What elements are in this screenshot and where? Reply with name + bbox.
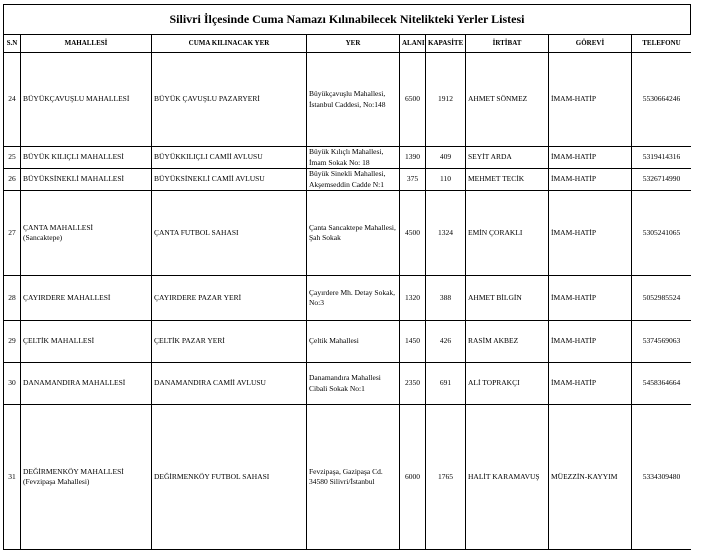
cell-sn: 24 [4, 53, 21, 147]
cell-alan: 1450 [400, 321, 426, 363]
cell-mahalle [21, 405, 152, 550]
cell-sn: 31 [4, 405, 21, 550]
cell-kapasite: 1765 [426, 405, 466, 550]
cell-sn: 28 [4, 276, 21, 321]
mahalle-name: DEĞİRMENKÖY MAHALLESİ [23, 466, 124, 476]
cell-yer: Büyük Kılıçlı Mahallesi, İmam Sokak No: 18 [307, 147, 400, 169]
table-row [4, 53, 692, 147]
cell-irtibat: SEYİT ARDA [466, 147, 549, 169]
table-row [4, 191, 692, 276]
cell-sn: 30 [4, 363, 21, 405]
table-row [4, 147, 692, 169]
cell-alan: 6000 [400, 405, 426, 550]
cell-cuma-yer: ÇELTİK PAZAR YERİ [152, 321, 307, 363]
mahalle-name: BÜYÜK KILIÇLI MAHALLESİ [23, 152, 124, 162]
cell-alan: 1390 [400, 147, 426, 169]
table-row [4, 405, 692, 550]
table-row [4, 363, 692, 405]
cell-mahalle [21, 191, 152, 276]
cell-mahalle [21, 321, 152, 363]
cell-irtibat: HALİT KARAMAVUŞ [466, 405, 549, 550]
mahalle-name: ÇAYIRDERE MAHALLESİ [23, 292, 111, 302]
cell-cuma-yer: ÇANTA FUTBOL SAHASI [152, 191, 307, 276]
cell-kapasite: 388 [426, 276, 466, 321]
cell-cuma-yer: BÜYÜKSİNEKLİ CAMİİ AVLUSU [152, 169, 307, 191]
cell-cuma-yer: BÜYÜK ÇAVUŞLU PAZARYERİ [152, 53, 307, 147]
cell-cuma-yer: DEĞİRMENKÖY FUTBOL SAHASI [152, 405, 307, 550]
cell-cuma-yer: DANAMANDIRA CAMİİ AVLUSU [152, 363, 307, 405]
cell-irtibat: RASİM AKBEZ [466, 321, 549, 363]
cell-kapasite: 1912 [426, 53, 466, 147]
header-yer: YER [307, 35, 400, 53]
cell-telefon: 5319414316 [632, 147, 692, 169]
header-mahalle: MAHALLESİ [21, 35, 152, 53]
cell-gorev: MÜEZZİN-KAYYIM [549, 405, 632, 550]
cell-irtibat: MEHMET TECİK [466, 169, 549, 191]
table-row [4, 321, 692, 363]
cell-irtibat: ALİ TOPRAKÇI [466, 363, 549, 405]
cell-kapasite: 426 [426, 321, 466, 363]
cell-alan: 2350 [400, 363, 426, 405]
mahalle-name: DANAMANDIRA MAHALLESİ [23, 378, 126, 388]
cell-yer: Büyük Sinekli Mahallesi, Akşemseddin Cadde N:1 [307, 169, 400, 191]
cell-yer: Çanta Sancaktepe Mahallesi, Şah Sokak [307, 191, 400, 276]
cell-yer: Danamandıra Mahallesi Cibali Sokak No:1 [307, 363, 400, 405]
cell-yer: Fevzipaşa, Gazipaşa Cd. 34580 Silivri/İstanbul [307, 405, 400, 550]
cell-telefon: 5374569063 [632, 321, 692, 363]
cell-yer: Çeltik Mahallesi [307, 321, 400, 363]
cell-gorev: İMAM-HATİP [549, 53, 632, 147]
mahalle-note: (Sancaktepe) [23, 233, 63, 242]
places-table [3, 34, 691, 550]
cell-kapasite: 1324 [426, 191, 466, 276]
cell-alan: 375 [400, 169, 426, 191]
cell-telefon: 5326714990 [632, 169, 692, 191]
header-gorev: GÖREVİ [549, 35, 632, 53]
cell-yer: Çayırdere Mh. Detay Sokak, No:3 [307, 276, 400, 321]
cell-gorev: İMAM-HATİP [549, 147, 632, 169]
cell-irtibat: AHMET BİLGİN [466, 276, 549, 321]
cell-gorev: İMAM-HATİP [549, 191, 632, 276]
cell-sn: 25 [4, 147, 21, 169]
mahalle-name: BÜYÜKSİNEKLİ MAHALLESİ [23, 174, 125, 184]
cell-alan: 4500 [400, 191, 426, 276]
cell-sn: 26 [4, 169, 21, 191]
mahalle-name: ÇANTA MAHALLESİ [23, 222, 94, 232]
cell-cuma-yer: ÇAYIRDERE PAZAR YERİ [152, 276, 307, 321]
cell-sn: 27 [4, 191, 21, 276]
cell-gorev: İMAM-HATİP [549, 321, 632, 363]
cell-irtibat: EMİN ÇORAKLI [466, 191, 549, 276]
header-alan: ALANI [400, 35, 426, 53]
cell-mahalle [21, 363, 152, 405]
cell-gorev: İMAM-HATİP [549, 363, 632, 405]
mahalle-name: BÜYÜKÇAVUŞLU MAHALLESİ [23, 94, 130, 104]
cell-mahalle [21, 53, 152, 147]
cell-alan: 6500 [400, 53, 426, 147]
cell-mahalle [21, 276, 152, 321]
cell-telefon: 5305241065 [632, 191, 692, 276]
cell-telefon: 5530664246 [632, 53, 692, 147]
cell-telefon: 5052985524 [632, 276, 692, 321]
cell-mahalle [21, 169, 152, 191]
table-row [4, 169, 692, 191]
cell-cuma-yer: BÜYÜKKILIÇLI CAMİİ AVLUSU [152, 147, 307, 169]
mahalle-note: (Fevzipaşa Mahallesi) [23, 477, 90, 486]
cell-telefon: 5334309480 [632, 405, 692, 550]
cell-gorev: İMAM-HATİP [549, 276, 632, 321]
cell-gorev: İMAM-HATİP [549, 169, 632, 191]
header-cuma-yer: CUMA KILINACAK YER [152, 35, 307, 53]
cell-kapasite: 110 [426, 169, 466, 191]
mahalle-name: ÇELTİK MAHALLESİ [23, 336, 95, 346]
cell-yer: Büyükçavuşlu Mahallesi, İstanbul Caddesi, No:148 [307, 53, 400, 147]
cell-mahalle [21, 147, 152, 169]
document-title: Silivri İlçesinde Cuma Namazı Kılınabilecek Nitelikteki Yerler Listesi [3, 4, 691, 34]
cell-alan: 1320 [400, 276, 426, 321]
cell-kapasite: 409 [426, 147, 466, 169]
cell-telefon: 5458364664 [632, 363, 692, 405]
cell-kapasite: 691 [426, 363, 466, 405]
header-irtibat: İRTİBAT [466, 35, 549, 53]
table-row [4, 276, 692, 321]
header-kapasite: KAPASİTE [426, 35, 466, 53]
header-row [4, 35, 692, 53]
cell-irtibat: AHMET SÖNMEZ [466, 53, 549, 147]
header-sn: S.N [4, 35, 21, 53]
document-sheet [3, 4, 691, 550]
cell-sn: 29 [4, 321, 21, 363]
header-telefon: TELEFONU [632, 35, 692, 53]
